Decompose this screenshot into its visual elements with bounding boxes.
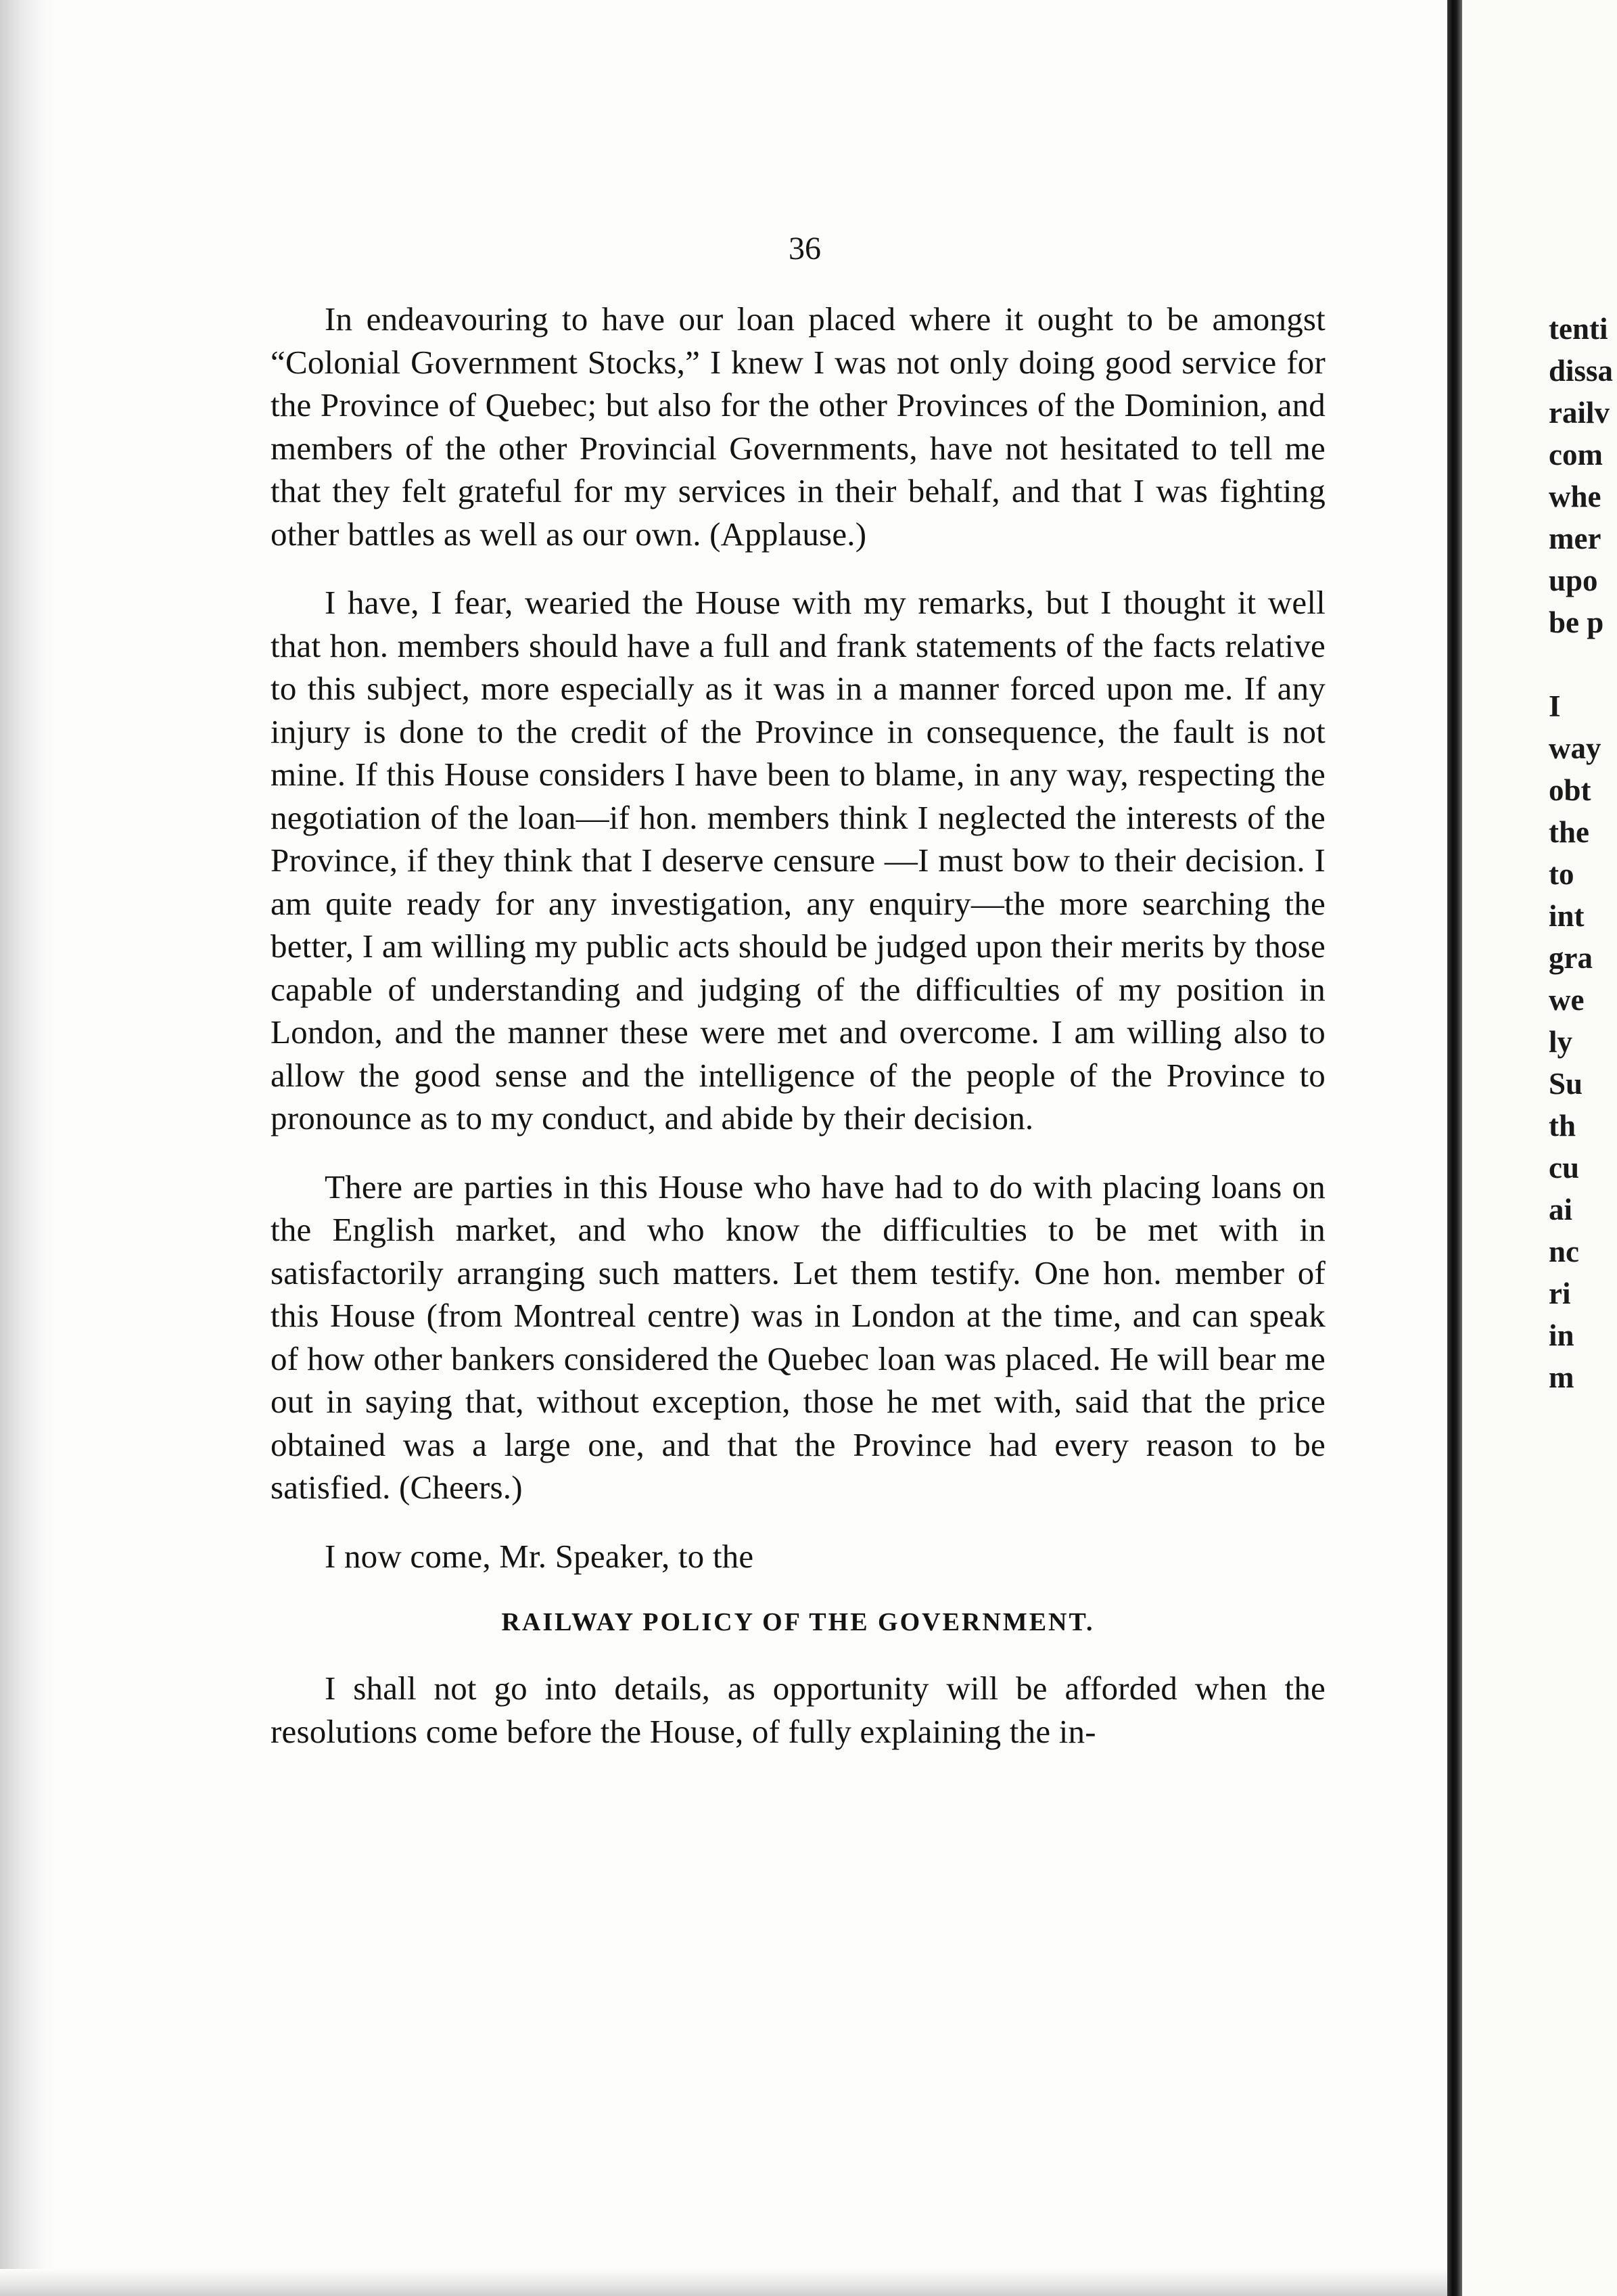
paragraph-speaker-intro: I now come, Mr. Speaker, to the	[325, 1537, 754, 1575]
facing-line: ly	[1549, 1025, 1573, 1059]
facing-line: com	[1549, 438, 1603, 472]
facing-line: railv	[1549, 396, 1610, 430]
paragraph-house-remarks: I have, I fear, wearied the House with my remarks, but I thought it well that hon. members should have a full and frank statements of the facts relative to this subject, more especially as it was in a manner forced upon me. If any injury is done to the credit of the Province in consequence, the fault is not mine. If this House considers I have been to blame, in any way, respecting the negotiation of the loan—if hon. members think I neglected the interests of the Province, if they think that I deserve censure —I must bow to their decision. I am quite ready for any investigation, any enquiry—the more searching the better, I am willing my public acts should be judged upon their merits by those capable of understanding and judging of the difficulties of my position in London, and the manner these were met and overcome. I am willing also to allow the good sense and the intelligence of the people of the Province to pronounce as to my conduct, and abide by their decision.	[271, 584, 1326, 1136]
facing-line: Su	[1549, 1067, 1583, 1101]
facing-line: ai	[1549, 1193, 1573, 1226]
facing-line: way	[1549, 731, 1601, 765]
paragraph-english-market: There are parties in this House who have had to do with placing loans on the English market, and who know the difficulties to be met with in satisfactorily arranging such matters. Let them testify. One hon. member of this House (from Montreal centre) was in London at the time, and can speak of how other bankers considered the Quebec loan was placed. He will bear me out in saying that, without exception, those he met with, said that the price obtained was a large one, and that the Province had every reason to be satisfied. (Cheers.)	[271, 1168, 1326, 1506]
facing-line: cu	[1549, 1151, 1579, 1185]
facing-line: dissa	[1549, 354, 1614, 388]
facing-line: th	[1549, 1109, 1576, 1143]
facing-line: tenti	[1549, 312, 1608, 346]
facing-line: ri	[1549, 1277, 1571, 1310]
facing-line: whe	[1549, 480, 1601, 513]
facing-line: m	[1549, 1360, 1574, 1394]
page-bottom-shadow	[0, 2269, 1454, 2296]
page-number: 36	[789, 231, 821, 267]
facing-line: the	[1549, 815, 1589, 849]
body-text	[271, 298, 1326, 1753]
facing-line: be p	[1549, 605, 1604, 639]
section-heading: RAILWAY POLICY OF THE GOVERNMENT.	[501, 1608, 1095, 1636]
facing-page-text	[1549, 308, 1617, 1398]
facing-line: upo	[1549, 564, 1598, 597]
facing-line: we	[1549, 983, 1585, 1017]
facing-line: mer	[1549, 522, 1601, 555]
facing-line: nc	[1549, 1235, 1579, 1268]
facing-line: int	[1549, 899, 1585, 933]
paragraph-details: I shall not go into details, as opportunity will be afforded when the resolutions come before the House, of fully explaining the in-	[271, 1670, 1326, 1750]
book-gutter	[1447, 0, 1462, 2296]
facing-line: gra	[1549, 941, 1593, 975]
paragraph-loan-placement: In endeavouring to have our loan placed where it ought to be amongst “Colonial Government Stocks,” I knew I was not only doing good service for the Province of Quebec; but also for the other Provinces of the Dominion, and members of the other Provincial Governments, have not hesitated to tell me that they felt grateful for my services in their behalf, and that I was fighting other battles as well as our own. (Applause.)	[271, 300, 1326, 553]
facing-line	[1549, 643, 1617, 685]
facing-line: obt	[1549, 773, 1591, 807]
page-edge-shadow	[0, 0, 55, 2296]
facing-line: to	[1549, 857, 1574, 891]
facing-line: I	[1549, 689, 1561, 723]
facing-line: in	[1549, 1318, 1574, 1352]
